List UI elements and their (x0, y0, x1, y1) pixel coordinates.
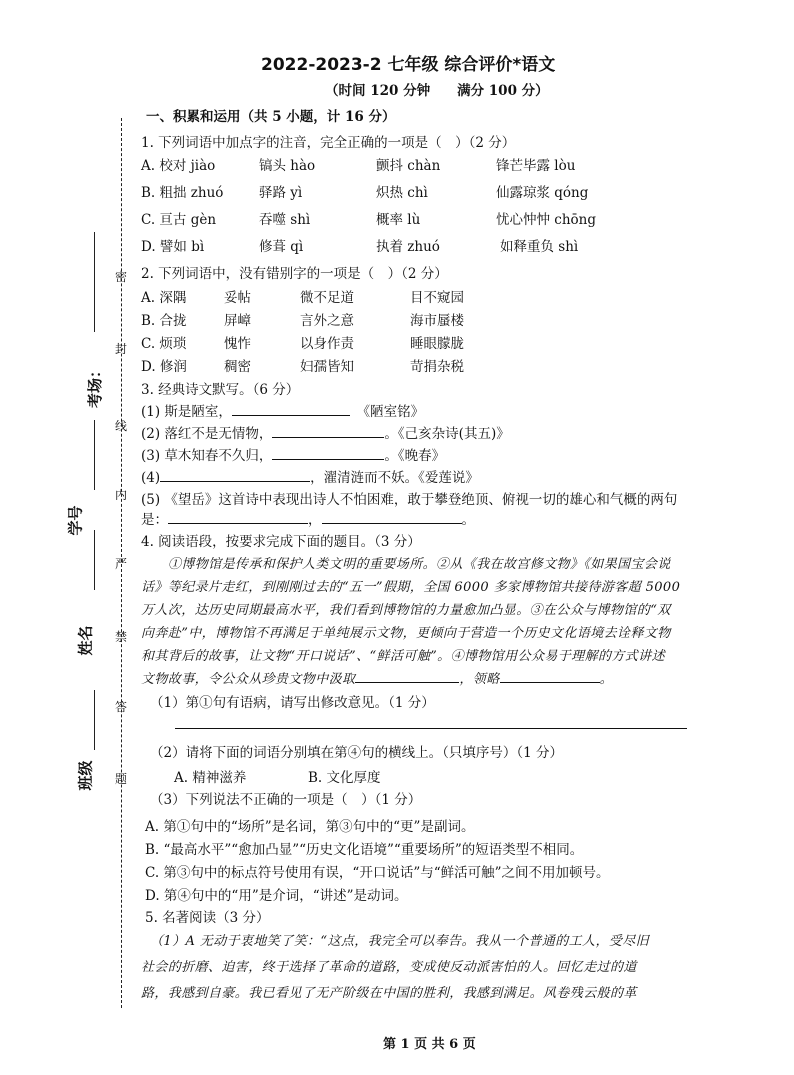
q2-option-d-1: D. 修润 (141, 359, 187, 375)
q1-option-d-1: D. 譬如 bì (141, 239, 205, 255)
margin-line-4 (94, 690, 95, 750)
q4-sub3: （3）下列说法不正确的一项是（ ）（1 分） (150, 792, 422, 808)
q2-stem: 2. 下列词语中，没有错别字的一项是（ ）（2 分） (141, 266, 448, 282)
q3-line-3-blank[interactable] (272, 445, 384, 460)
q2-option-a-4: 目不窥园 (410, 290, 464, 306)
margin-char-mi: 密 (115, 270, 128, 284)
q2-option-c-3: 以身作责 (300, 336, 354, 352)
q4-passage-line: 和其背后的故事，让文物“开口说话”、“鲜活可触”。④博物馆用公众易于理解的方式讲述 (141, 649, 665, 664)
page-number: 第 1 页 共 6 页 (383, 1037, 476, 1052)
margin-line-3 (94, 530, 95, 590)
q4-sub3-option-d: D. 第④句中的“用”是介词，“讲述”是动词。 (145, 888, 408, 904)
q3-line-5b: 是： ， 。 (141, 508, 475, 528)
q1-option-c-1: C. 亘古 gèn (141, 212, 217, 228)
q5-passage-line: 社会的折磨、迫害，终于选择了革命的道路，变成使反动派害怕的人。回忆走过的道 (141, 960, 637, 975)
q1-option-a-2: 镐头 hào (259, 158, 316, 174)
class-label: 班级 (76, 760, 95, 791)
q1-option-a-4: 锋芒毕露 lòu (496, 158, 576, 174)
q4-sub2: （2）请将下面的词语分别填在第④句的横线上。（只填序号）（1 分） (150, 745, 563, 761)
q2-option-d-4: 苛捐杂税 (410, 359, 464, 375)
q4-sub1: （1）第①句有语病，请写出修改意见。（1 分） (150, 695, 435, 711)
q4-fill-blank-1[interactable] (355, 668, 459, 683)
section-heading: 一、积累和运用（共 5 小题，计 16 分） (146, 109, 396, 125)
q3-line-1-pre: (1) 斯是陋室， (141, 404, 232, 420)
q4-passage-line: 万人次，达历史同期最高水平，我们看到博物馆的力量愈加凸显。③在公众与博物馆的“双 (141, 603, 671, 618)
q4-passage-line: 话》等纪录片走红，到刚刚过去的“五一”假期，全国 6000 多家博物馆共接待游客超 5000 (141, 580, 681, 595)
q4-passage-line: ①博物馆是传承和保护人类文明的重要场所。②从《我在故宫修文物》《如果国宝会说 (168, 557, 671, 572)
exam-room-label: 考场： (86, 362, 105, 409)
q3-line-1-blank[interactable] (232, 401, 350, 416)
margin-char-feng: 封 (115, 342, 128, 356)
q5-stem: 5. 名著阅读（3 分） (145, 910, 270, 926)
q4-sub3-option-b: B. “最高水平”“愈加凸显”“历史文化语境”“重要场所”的短语类型不相同。 (145, 842, 584, 858)
q4-sub1-answer-line[interactable] (175, 728, 687, 729)
q2-option-b-2: 屏嶂 (224, 313, 251, 329)
q4-stem: 4. 阅读语段，按要求完成下面的题目。（3 分） (141, 534, 421, 550)
page-title: 2022-2023-2 七年级 综合评价*语文 (261, 55, 556, 75)
name-label: 姓名 (76, 625, 95, 656)
margin-char-xian: 线 (115, 419, 128, 433)
q1-option-b-4: 仙露琼浆 qóng (496, 185, 589, 201)
q3-line-4-post: ，濯清涟而不妖。《爱莲说》 (310, 470, 479, 486)
q5-passage-line: （1）A 无动于衷地笑了笑：“这点，我完全可以奉告。我从一个普通的工人，受尽旧 (150, 934, 650, 949)
q3-line-3-post: 。《晚春》 (384, 448, 446, 464)
q4-sub3-option-a: A. 第①句中的“场所”是名词，第③句中的“更”是副词。 (145, 819, 475, 835)
q3-line-2-blank[interactable] (272, 423, 384, 438)
q1-option-d-3: 执着 zhuó (376, 239, 440, 255)
q4-passage-line: 文物故事，令公众从珍贵文物中汲取 (141, 672, 356, 687)
q1-option-c-3: 概率 lù (376, 212, 421, 228)
q3-line-2 (141, 422, 510, 442)
q3-line-2-pre: (2) 落红不是无情物， (141, 426, 273, 442)
margin-line-2 (94, 420, 95, 490)
margin-char-yan: 严 (115, 557, 128, 571)
q3-line-5-blank-2[interactable] (322, 509, 462, 524)
q3-line-5a: (5) 《望岳》这首诗中表现出诗人不怕困难，敢于攀登绝顶、俯视一切的雄心和气概的两句 (141, 492, 678, 508)
q4-sub2-option-b: B. 文化厚度 (308, 770, 381, 786)
q3-line-4-pre: (4) (141, 470, 161, 486)
q2-option-d-3: 妇孺皆知 (300, 359, 354, 375)
q1-option-b-3: 炽热 chì (376, 185, 428, 201)
q3-line-1 (141, 400, 424, 420)
q1-option-d-4: 如释重负 shì (500, 239, 579, 255)
q2-option-b-4: 海市蜃楼 (410, 313, 464, 329)
q4-fill-blank-2[interactable] (500, 668, 600, 683)
q2-option-a-2: 妥帖 (224, 290, 251, 306)
q3-line-3-pre: (3) 草木知春不久归， (141, 448, 273, 464)
q2-option-b-1: B. 合拢 (141, 313, 187, 329)
q3-stem: 3. 经典诗文默写。（6 分） (141, 382, 300, 398)
q2-option-b-3: 言外之意 (300, 313, 354, 329)
q5-passage-line: 路，我感到自豪。我已看见了无产阶级在中国的胜利，我感到满足。风卷残云般的革 (141, 986, 637, 1001)
q2-option-a-1: A. 深隅 (141, 290, 187, 306)
q3-line-3 (141, 444, 445, 464)
margin-line-1 (94, 232, 95, 332)
q2-option-a-3: 微不足道 (300, 290, 354, 306)
q2-option-c-4: 睡眼朦胧 (410, 336, 464, 352)
q3-line-2-post: 。《己亥杂诗(其五)》 (384, 426, 510, 442)
q1-option-c-4: 忧心忡忡 chōng (496, 212, 597, 228)
q3-line-4 (141, 466, 479, 486)
q1-option-a-3: 颤抖 chàn (376, 158, 441, 174)
q2-option-d-2: 稠密 (224, 359, 251, 375)
q3-line-1-post: 《陋室铭》 (363, 404, 425, 420)
q1-option-c-2: 吞噬 shì (259, 212, 311, 228)
q4-passage-line-last: 文物故事，令公众从珍贵文物中汲取 ，领略 。 (141, 668, 613, 687)
q4-passage-line: 向奔赴”中，博物馆不再满足于单纯展示文物，更倾向于营造一个历史文化语境去诠释文物 (141, 626, 671, 641)
q2-option-c-2: 愧怍 (224, 336, 251, 352)
q4-sub3-option-c: C. 第③句中的标点符号使用有误，“开口说话”与“鲜活可触”之间不用加顿号。 (145, 865, 610, 881)
q3-line-4-blank[interactable] (160, 467, 310, 482)
page-subtitle: （时间 120 分钟 满分 100 分） (325, 83, 549, 99)
margin-char-jin: 禁 (115, 630, 128, 644)
q1-option-b-2: 驿路 yì (259, 185, 303, 201)
margin-char-da: 答 (115, 700, 128, 714)
q4-passage-tail: ，领略 (459, 672, 500, 687)
q3-line-5-blank-1[interactable] (168, 509, 308, 524)
q4-sub2-option-a: A. 精神滋养 (174, 770, 247, 786)
margin-char-ti: 题 (115, 772, 128, 786)
q2-option-c-1: C. 烦琐 (141, 336, 187, 352)
q1-option-d-2: 修葺 qì (259, 239, 304, 255)
q1-option-b-1: B. 粗拙 zhuó (141, 185, 224, 201)
student-id-label: 学号 (66, 505, 85, 536)
q1-stem: 1. 下列词语中加点字的注音，完全正确的一项是（ ）（2 分） (141, 135, 516, 151)
q3-line-5b-pre: 是： (141, 512, 168, 528)
q1-option-a-1: A. 校对 jiào (141, 158, 216, 174)
margin-char-nei: 内 (115, 488, 128, 502)
